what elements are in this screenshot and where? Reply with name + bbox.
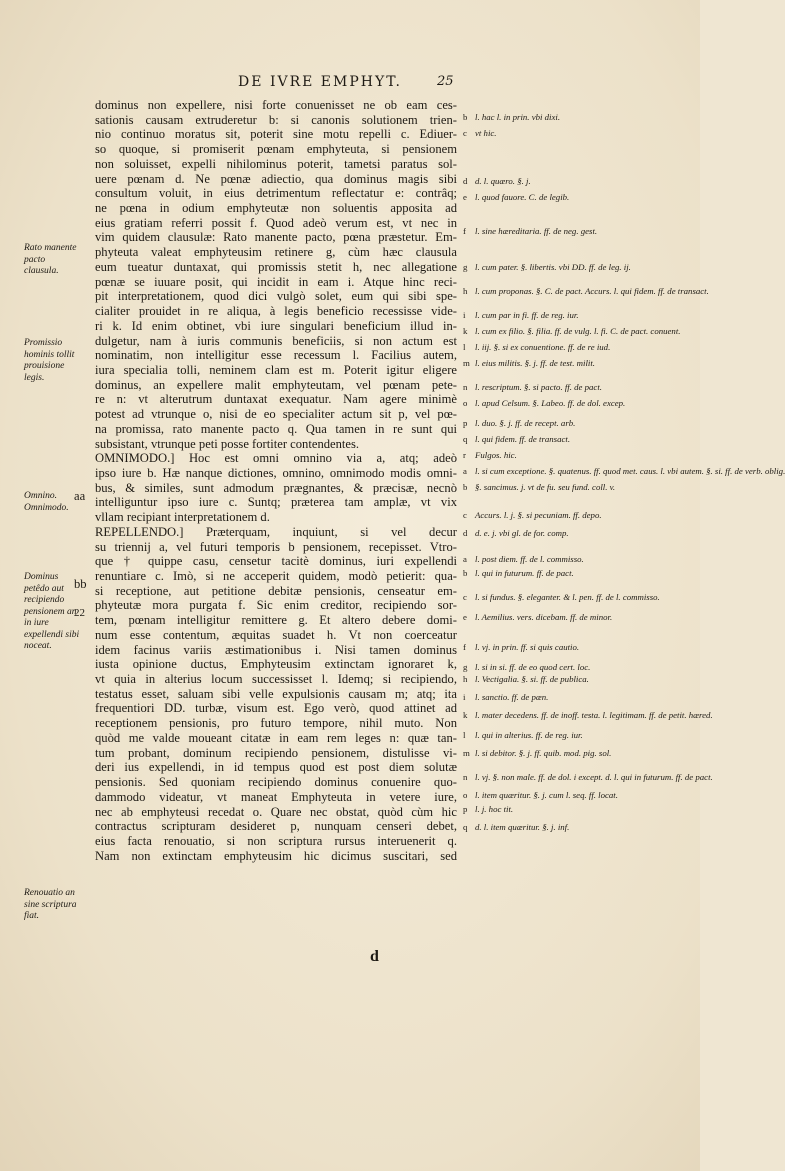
note-text: Accurs. l. j. §. si pecuniam. ff. depo. <box>475 510 602 520</box>
note-letter: d <box>463 176 468 186</box>
note-text: d. l. item quæritur. §. j. inf. <box>475 822 570 832</box>
side-note <box>463 112 560 123</box>
text-line: Nam non extinctam emphyteusim hic dicimus suscitari, sed <box>95 848 457 863</box>
note-text: l. item quæritur. §. j. cum l. seq. ff. locat. <box>475 790 618 800</box>
marker-aa: aa <box>74 489 86 503</box>
note-letter: i <box>463 310 466 320</box>
running-title: DE IVRE EMPHYT. <box>238 74 402 90</box>
side-note <box>463 382 602 393</box>
text-line: intelliguntur ipso iure c. Suntq; præterea tam amplæ, vt vix <box>95 495 457 510</box>
note-text: l. hac l. in prin. vbi dixi. <box>475 112 561 122</box>
note-letter: p <box>463 804 468 814</box>
text-line: OMNIMODO.] Hoc est omni omnino via a, atq; adeò <box>95 451 457 466</box>
note-letter: i <box>463 692 466 702</box>
note-text: l. Vectigalia. §. si. ff. de publica. <box>475 674 589 684</box>
text-line: frequentiori DD. turbæ, visum est. Ego verò, quod attinet ad <box>95 701 457 716</box>
note-text: l. vj. in prin. ff. si quis cautio. <box>475 642 580 652</box>
margin-note-dominus-petendo: Dominus petêdo aut recipiendo pensionem an in iure expellendi sibi noceat. <box>24 572 80 651</box>
note-text: vt hic. <box>475 128 497 138</box>
side-note <box>463 692 548 703</box>
note-text: l. si fundus. §. eleganter. & l. pen. ff. de l. commisso. <box>475 592 660 602</box>
side-note <box>463 450 517 461</box>
note-text: l. cum pater. §. libertis. vbi DD. ff. de leg. ij. <box>475 262 631 272</box>
text-line: su triennij a, vel futuri temporis b pensionem, recepisset. Vtro- <box>95 539 457 554</box>
note-letter: g <box>463 262 468 272</box>
note-text: l. qui fidem. ff. de transact. <box>475 434 571 444</box>
note-letter: q <box>463 434 468 444</box>
text-line: re n: vt alterutrum duntaxat exequatur. Nam agere minimè <box>95 392 457 407</box>
main-text-column <box>95 98 457 863</box>
note-text: l. quod fauore. C. de legib. <box>475 192 570 202</box>
text-line: na promissa, rato manente pacto q. Qua tamen in re sunt qui <box>95 421 457 436</box>
side-note <box>463 192 569 203</box>
side-note <box>463 310 579 321</box>
margin-note-omnino: Omnino. Omnimodo. <box>24 491 69 513</box>
margin-note-rato-manente: Rato manente pacto clausula. <box>24 243 77 276</box>
text-line: receptionem pensionis, pro futuro tempore, nihil muto. Non <box>95 716 457 731</box>
side-note <box>463 710 713 721</box>
note-letter: c <box>463 128 467 138</box>
note-letter: l <box>463 342 466 352</box>
text-line: uere pœnam d. Ne pœnæ adiectio, qua dominus magis sibi <box>95 171 457 186</box>
side-note <box>463 342 610 353</box>
side-note <box>463 226 597 237</box>
note-letter: e <box>463 192 467 202</box>
note-text: l. cum proponas. §. C. de pact. Accurs. l. qui fidem. ff. de transact. <box>475 286 709 296</box>
side-note <box>463 748 611 759</box>
text-line: sationis causam extruderetur b: si canonis solutionem trien- <box>95 112 457 127</box>
note-text: l. Aemilius. vers. dicebam. ff. de minor. <box>475 612 613 622</box>
side-note <box>463 804 513 815</box>
note-letter: c <box>463 592 467 602</box>
note-letter: f <box>463 226 466 236</box>
note-letter: d <box>463 528 468 538</box>
note-letter: q <box>463 822 468 832</box>
note-letter: f <box>463 642 466 652</box>
signature-mark: d <box>370 948 379 965</box>
text-line: renuntiare c. Imò, si ne acceperit quidem, modò petierit: qua- <box>95 569 457 583</box>
text-line: phyteutæ mora purgata f. Sic enim creditor, recipiendo sor- <box>95 598 457 613</box>
note-letter: g <box>463 662 468 672</box>
side-note <box>463 674 589 685</box>
note-text: l. sine hæreditaria. ff. de neg. gest. <box>475 226 598 236</box>
note-letter: c <box>463 510 467 520</box>
text-line: consultum voluit, in eius detrimentum reflectatur e: contrâq; <box>95 186 457 201</box>
note-text: l. cum ex filio. §. filia. ff. de vulg. l. fi. C. de pact. conuent. <box>475 326 681 336</box>
text-line: iura specialia tolli, neminem clam est m. Poterit igitur eligere <box>95 362 457 377</box>
side-note <box>463 326 680 337</box>
note-text: l. si in si. ff. de eo quod cert. loc. <box>475 662 591 672</box>
side-note <box>463 612 612 623</box>
note-text: §. sancimus. j. vt de fu. seu fund. coll. v. <box>475 482 616 492</box>
side-note <box>463 510 602 521</box>
note-text: l. eius militis. §. j. ff. de test. milit. <box>475 358 595 368</box>
marker-bb: bb <box>74 577 87 591</box>
side-note <box>463 262 631 273</box>
note-text: l. qui in futurum. ff. de pact. <box>475 568 574 578</box>
text-line: phyteuta valeat emphyteusim retinere g, cùm hæc clausula <box>95 245 457 260</box>
note-letter: b <box>463 482 468 492</box>
side-note <box>463 592 660 603</box>
note-text: l. mater decedens. ff. de inoff. testa. l. legitimam. ff. de petit. hæred. <box>475 710 713 720</box>
side-note <box>463 176 531 187</box>
text-line: bus, & similes, sunt admodum prægnantes, & præcisæ, necnò <box>95 480 457 495</box>
note-text: l. post diem. ff. de l. commisso. <box>475 554 584 564</box>
text-line: tum probant, dominum recipiendo pensionem, distulisse vi- <box>95 745 457 760</box>
text-line: quòd me valde moueant citatæ in eam rem leges n: quæ tan- <box>95 730 457 745</box>
text-line: idem facinus variis æstimationibus i. Nisi tamen dominus <box>95 642 457 657</box>
side-note <box>463 482 615 493</box>
text-line: pœnæ se iuuare posit, qui incidit in eam i. Atque hinc reci- <box>95 274 457 289</box>
note-text: l. qui in alterius. ff. de reg. iur. <box>475 730 583 740</box>
text-line: iusta opinione ductus, Emphyteusim extinctam ignoraret k, <box>95 657 457 672</box>
text-line: tem, pœnam intelligitur remittere g. Et altero debere domi- <box>95 613 457 628</box>
side-note <box>463 418 575 429</box>
side-note <box>463 358 595 369</box>
margin-note-renouatio: Renouatio an sine scriptura fiat. <box>24 888 77 921</box>
text-line: ipso iure b. Hæ nanque dictiones, omnino, omnimodo modis omni- <box>95 465 457 480</box>
side-note <box>463 128 497 139</box>
note-text: Fulgos. hic. <box>475 450 517 460</box>
note-text: l. iij. §. si ex conuentione. ff. de re iud. <box>475 342 611 352</box>
note-letter: h <box>463 286 468 296</box>
note-letter: a <box>463 554 467 564</box>
side-note <box>463 772 713 783</box>
text-line: vt quia in alterius locum successisset l. Idemq; si recipiendo, <box>95 672 457 687</box>
side-note <box>463 662 590 673</box>
text-line: eum tueatur duntaxat, qui promissis stetit h, nec allegatione <box>95 259 457 274</box>
text-line: nio continuo moratus sit, poterit sine motu repelli c. Ediuer- <box>95 127 457 142</box>
text-line: eius facta renouatio, si non scriptura rursus interuenerit q. <box>95 833 457 848</box>
text-line: pit interpretationem, quod dici vulgò solet, eum qui sibi spe- <box>95 289 457 304</box>
note-text: l. cum par in fi. ff. de reg. iur. <box>475 310 579 320</box>
side-note <box>463 568 574 579</box>
side-note <box>463 730 583 741</box>
text-line: REPELLENDO.] Præterquam, inquiunt, si vel decur <box>95 524 457 539</box>
text-line: subsistant, vtrunque peti posse fortiter contendentes. <box>95 436 360 451</box>
text-line: vim quidem clausulæ: Rato manente pacto, pœna præstetur. Em- <box>95 230 457 245</box>
note-text: l. sanctio. ff. de pæn. <box>475 692 549 702</box>
side-note <box>463 466 785 477</box>
note-letter: p <box>463 418 468 428</box>
text-line: pensionis. Sed quoniam recipiendo dominus conuenire quo- <box>95 775 457 790</box>
note-text: l. duo. §. j. ff. de recept. arb. <box>475 418 576 428</box>
note-text: l. rescriptum. §. si pacto. ff. de pact. <box>475 382 602 392</box>
text-line: dulgetur, nam à iuris communis beneficiis, si non actum est <box>95 333 457 348</box>
note-letter: k <box>463 710 468 720</box>
note-letter: l <box>463 730 466 740</box>
margin-note-promissio: Promissio hominis tollit prouisione legis. <box>24 338 75 383</box>
text-line: cialiter prouidet in re aliqua, à legis beneficio recessisse vide- <box>95 304 457 319</box>
note-letter: o <box>463 790 468 800</box>
text-line: potest ad vtrunque o, nisi de eo specialiter actum sit p, vel pœ- <box>95 407 457 422</box>
side-note <box>463 286 709 297</box>
side-note <box>463 528 569 539</box>
note-text: d. e. j. vbi gl. de for. comp. <box>475 528 569 538</box>
note-text: d. l. quæro. §. j. <box>475 176 531 186</box>
note-text: l. si debitor. §. j. ff. quib. mod. pig. sol. <box>475 748 612 758</box>
text-line: contractus scripturam desideret p, nunquam censeri debet, <box>95 819 457 834</box>
text-line: ri k. Id enim obtinet, vbi iure singulari beneficium illud in- <box>95 318 457 333</box>
page-number: 25 <box>437 74 454 89</box>
side-note <box>463 434 570 445</box>
note-letter: n <box>463 382 468 392</box>
text-line: deri ius expellendi, in id tempus quod est post diem solutæ <box>95 760 457 775</box>
text-line: eius gratiam referri possit f. Quod adeò verum est, vt nec in <box>95 215 457 230</box>
note-text: l. j. hoc tit. <box>475 804 514 814</box>
text-line: si receptione, aut petitione debitæ pensionis, censeatur em- <box>95 583 457 598</box>
text-line: num esse contentum, æquitas suadet h. Vt non coerceatur <box>95 627 457 642</box>
marker-22: 22 <box>74 607 85 619</box>
text-line: dammodo videatur, vt maneat Emphyteuta in vetere iure, <box>95 789 457 804</box>
side-note <box>463 398 625 409</box>
text-line: dominus non expellere, nisi forte conuenisset ne ob eam ces- <box>95 98 457 112</box>
note-letter: r <box>463 450 466 460</box>
text-line: nominatim, non intelligitur esse recessum l. Facilius autem, <box>95 348 457 363</box>
text-line: testatus esset, saluam sibi velle expulsionis causam m; atq; ita <box>95 686 457 701</box>
note-letter: k <box>463 326 468 336</box>
text-line: que † quippe casu, censetur tacitè dominus, iuri expellendi <box>95 554 457 569</box>
side-note <box>463 790 618 801</box>
note-letter: h <box>463 674 468 684</box>
side-notes <box>463 0 785 1171</box>
note-text: l. si cum exceptione. §. quatenus. ff. quod met. caus. l. vbi autem. §. si. ff. de verb. oblig. <box>475 466 785 476</box>
text-line: ne pœna in odium emphyteutæ non soluentis apposita ad <box>95 201 457 216</box>
text-line: non soluisset, expelli nihilominus poterit, tametsi paratus sol- <box>95 156 457 171</box>
note-letter: b <box>463 568 468 578</box>
text-line: so quoque, si promiserit pœnam emphyteuta, si pensionem <box>95 142 457 157</box>
side-note <box>463 554 584 565</box>
note-letter: b <box>463 112 468 122</box>
note-letter: a <box>463 466 467 476</box>
note-letter: m <box>463 748 470 758</box>
text-line: vllam recipiant interpretationem d. <box>95 510 270 525</box>
note-letter: e <box>463 612 467 622</box>
note-letter: o <box>463 398 468 408</box>
note-text: l. vj. §. non male. ff. de dol. i except. d. l. qui in futurum. ff. de pact. <box>475 772 713 782</box>
text-line: dominus, an expellere malit emphyteutam, vel pœnam pete- <box>95 377 457 392</box>
side-note <box>463 642 579 653</box>
note-letter: m <box>463 358 470 368</box>
side-note <box>463 822 569 833</box>
note-letter: n <box>463 772 468 782</box>
text-line: nec ab emphyteusi recedat o. Quare nec obstat, quòd cùm hic <box>95 804 457 819</box>
note-text: l. apud Celsum. §. Labeo. ff. de dol. excep. <box>475 398 626 408</box>
